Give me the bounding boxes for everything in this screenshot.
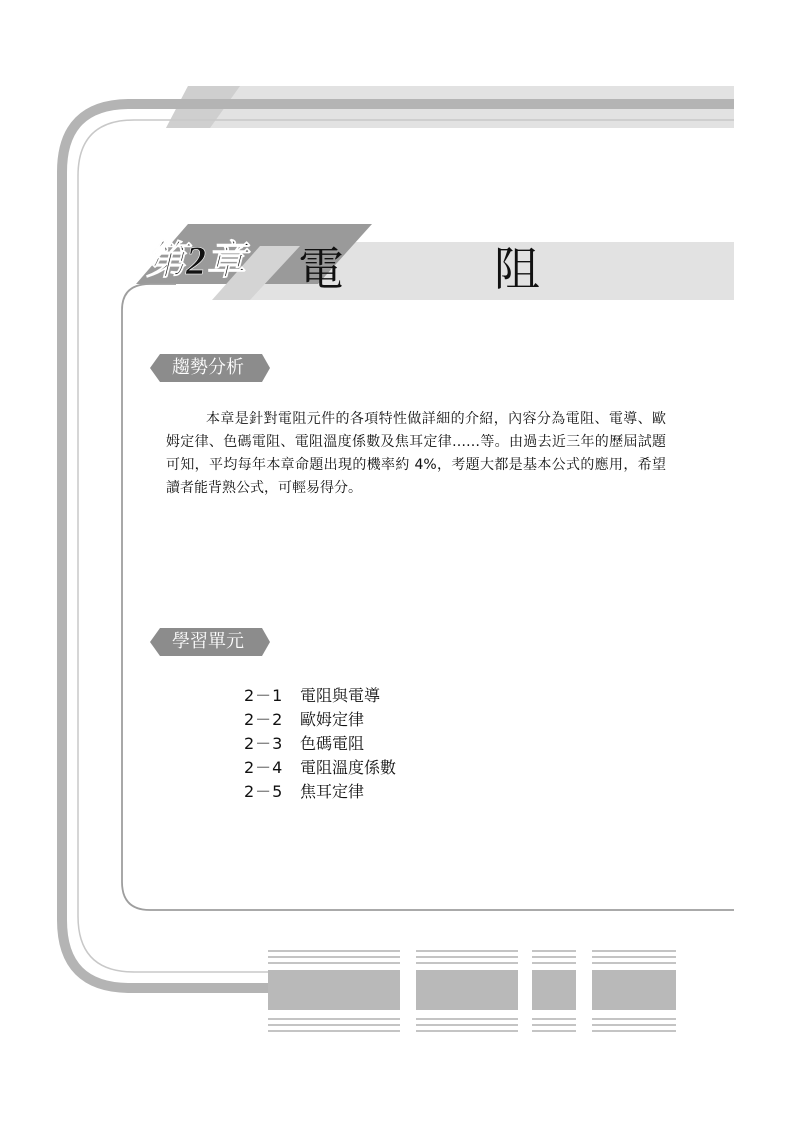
- units-heading: 學習單元: [172, 631, 244, 652]
- unit-number: 2－2: [244, 710, 284, 729]
- outer-frame: [62, 104, 734, 988]
- unit-title: 色碼電阻: [300, 734, 365, 753]
- unit-item: [244, 732, 396, 756]
- unit-number: 2－1: [244, 686, 284, 705]
- chapter-label: 第2章: [146, 238, 246, 283]
- unit-list: [244, 684, 396, 804]
- bottom-blocks: [268, 970, 676, 1010]
- unit-title: 歐姆定律: [300, 710, 365, 729]
- unit-number: 2－3: [244, 734, 284, 753]
- unit-number: 2－5: [244, 782, 284, 801]
- unit-title: 焦耳定律: [300, 782, 365, 801]
- unit-number: 2－4: [244, 758, 284, 777]
- trend-heading: 趨勢分析: [172, 357, 244, 378]
- unit-item: [244, 780, 396, 804]
- unit-item: [244, 684, 396, 708]
- unit-item: [244, 756, 396, 780]
- chapter-title: 電 阻: [298, 242, 592, 296]
- unit-title: 電阻溫度係數: [300, 758, 397, 777]
- trend-paragraph: 本章是針對電阻元件的各項特性做詳細的介紹，內容分為電阻、電導、歐姆定律、色碼電阻、電阻溫度係數及焦耳定律……等。由過去近三年的歷屆試題可知，平均每年本章命題出現的機率約 4%，考題大都是基本公式的應用，希望讀者能背熟公式，可輕易得分。: [166, 411, 666, 496]
- unit-item: [244, 708, 396, 732]
- unit-title: 電阻與電導: [300, 686, 381, 705]
